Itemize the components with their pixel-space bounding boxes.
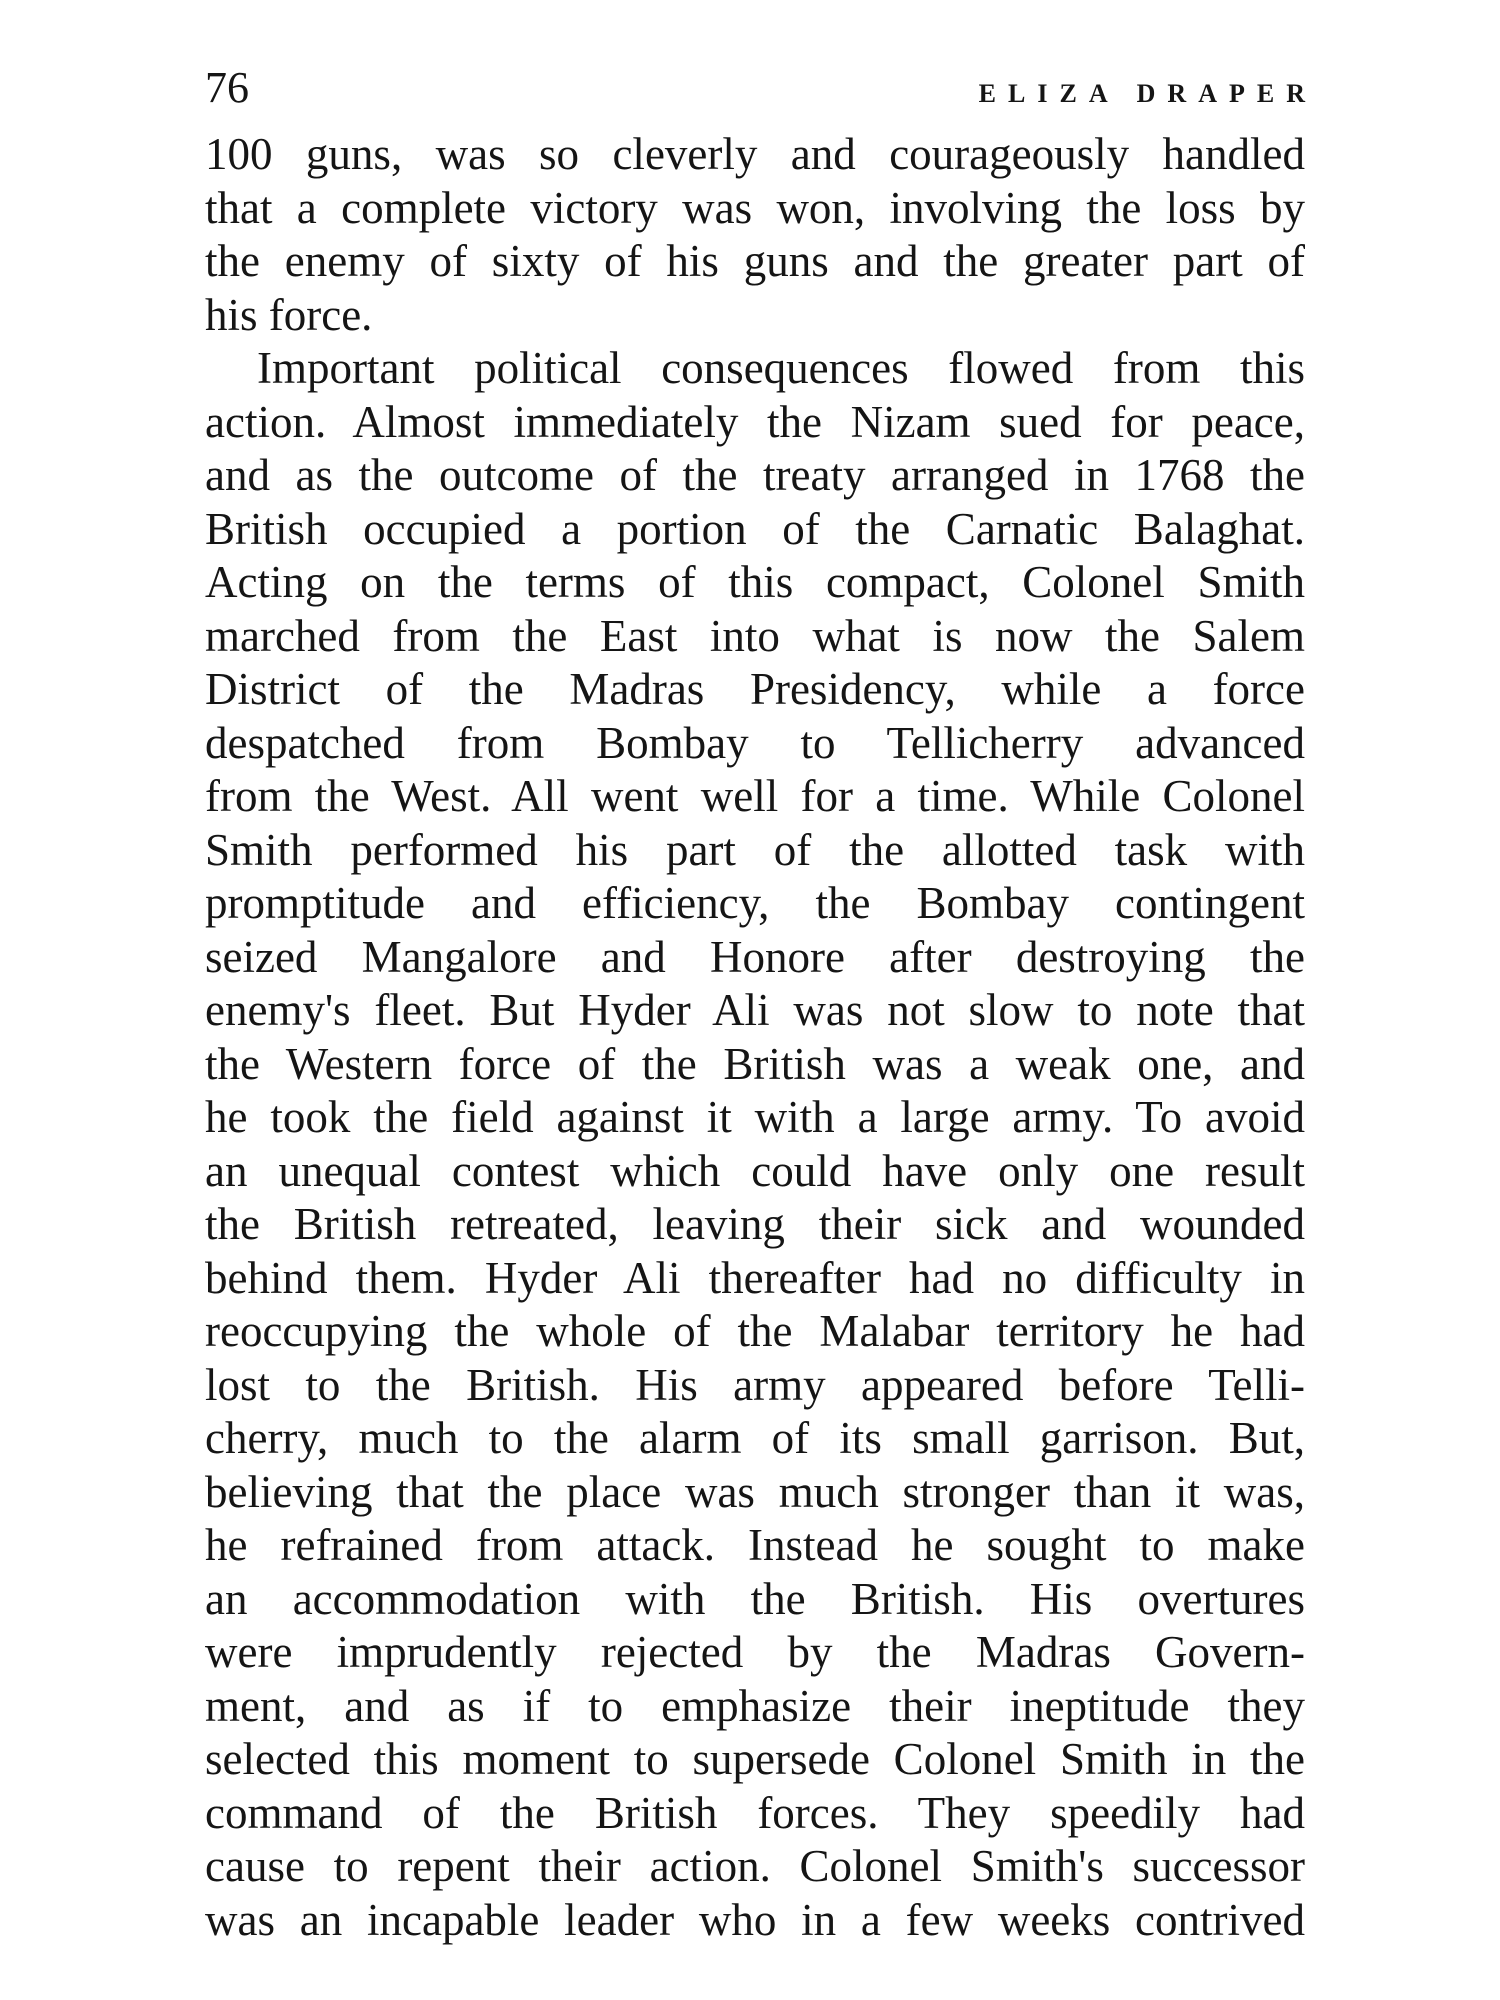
text-line: he refrained from attack. Instead he sought to make bbox=[205, 1520, 1305, 1570]
text-line: the British retreated, leaving their sick and wounded bbox=[205, 1199, 1305, 1249]
text-line: command of the British forces. They speedily had bbox=[205, 1787, 1305, 1838]
text-line: ment, and as if to emphasize their ineptitude they bbox=[205, 1680, 1305, 1731]
text-line: cherry, much to the alarm of its small garrison. But, bbox=[205, 1413, 1305, 1463]
text-line: reoccupying the whole of the Malabar territory he had bbox=[205, 1306, 1305, 1356]
text-line: he took the field against it with a large army. To avoid bbox=[205, 1092, 1305, 1142]
text-line: selected this moment to supersede Colonel Smith in the bbox=[205, 1734, 1305, 1784]
text-line: his force. bbox=[205, 289, 373, 340]
text-line: promptitude and efficiency, the Bombay contingent bbox=[205, 878, 1305, 928]
text-line: and as the outcome of the treaty arranged in 1768 the bbox=[205, 450, 1305, 500]
text-line: that a complete victory was won, involving the loss by bbox=[205, 182, 1305, 233]
text-line: Important political consequences flowed from this bbox=[257, 343, 1305, 393]
body-text bbox=[205, 128, 1305, 1947]
text-line: lost to the British. His army appeared before Telli- bbox=[205, 1359, 1305, 1410]
text-line: from the West. All went well for a time. While Colonel bbox=[205, 771, 1305, 821]
text-line: an accommodation with the British. His overtures bbox=[205, 1573, 1305, 1624]
text-line: despatched from Bombay to Tellicherry advanced bbox=[205, 717, 1305, 768]
text-line: were imprudently rejected by the Madras Govern- bbox=[205, 1627, 1305, 1677]
text-line: British occupied a portion of the Carnatic Balaghat. bbox=[205, 503, 1305, 554]
text-line: the enemy of sixty of his guns and the greater part of bbox=[205, 236, 1305, 286]
text-line: seized Mangalore and Honore after destroying the bbox=[205, 931, 1305, 982]
running-head bbox=[205, 60, 1317, 116]
text-line: behind them. Hyder Ali thereafter had no difficulty in bbox=[205, 1252, 1305, 1303]
text-line: the Western force of the British was a weak one, and bbox=[205, 1038, 1305, 1089]
text-line: was an incapable leader who in a few weeks contrived bbox=[205, 1894, 1305, 1945]
book-page bbox=[205, 60, 1317, 1947]
text-line: 100 guns, was so cleverly and courageously handled bbox=[205, 129, 1305, 179]
text-line: an unequal contest which could have only one result bbox=[205, 1145, 1305, 1196]
text-line: action. Almost immediately the Nizam sued for peace, bbox=[205, 396, 1305, 447]
text-line: enemy's fleet. But Hyder Ali was not slow to note that bbox=[205, 985, 1305, 1035]
text-line: Acting on the terms of this compact, Colonel Smith bbox=[205, 557, 1305, 607]
text-line: believing that the place was much stronger than it was, bbox=[205, 1466, 1305, 1517]
page-number: 76 bbox=[205, 63, 249, 112]
text-line: marched from the East into what is now the Salem bbox=[205, 610, 1305, 661]
text-line: cause to repent their action. Colonel Smith's successor bbox=[205, 1841, 1305, 1891]
running-title: ELIZA DRAPER bbox=[978, 79, 1317, 108]
text-line: District of the Madras Presidency, while a force bbox=[205, 664, 1305, 714]
text-line: Smith performed his part of the allotted task with bbox=[205, 824, 1305, 875]
